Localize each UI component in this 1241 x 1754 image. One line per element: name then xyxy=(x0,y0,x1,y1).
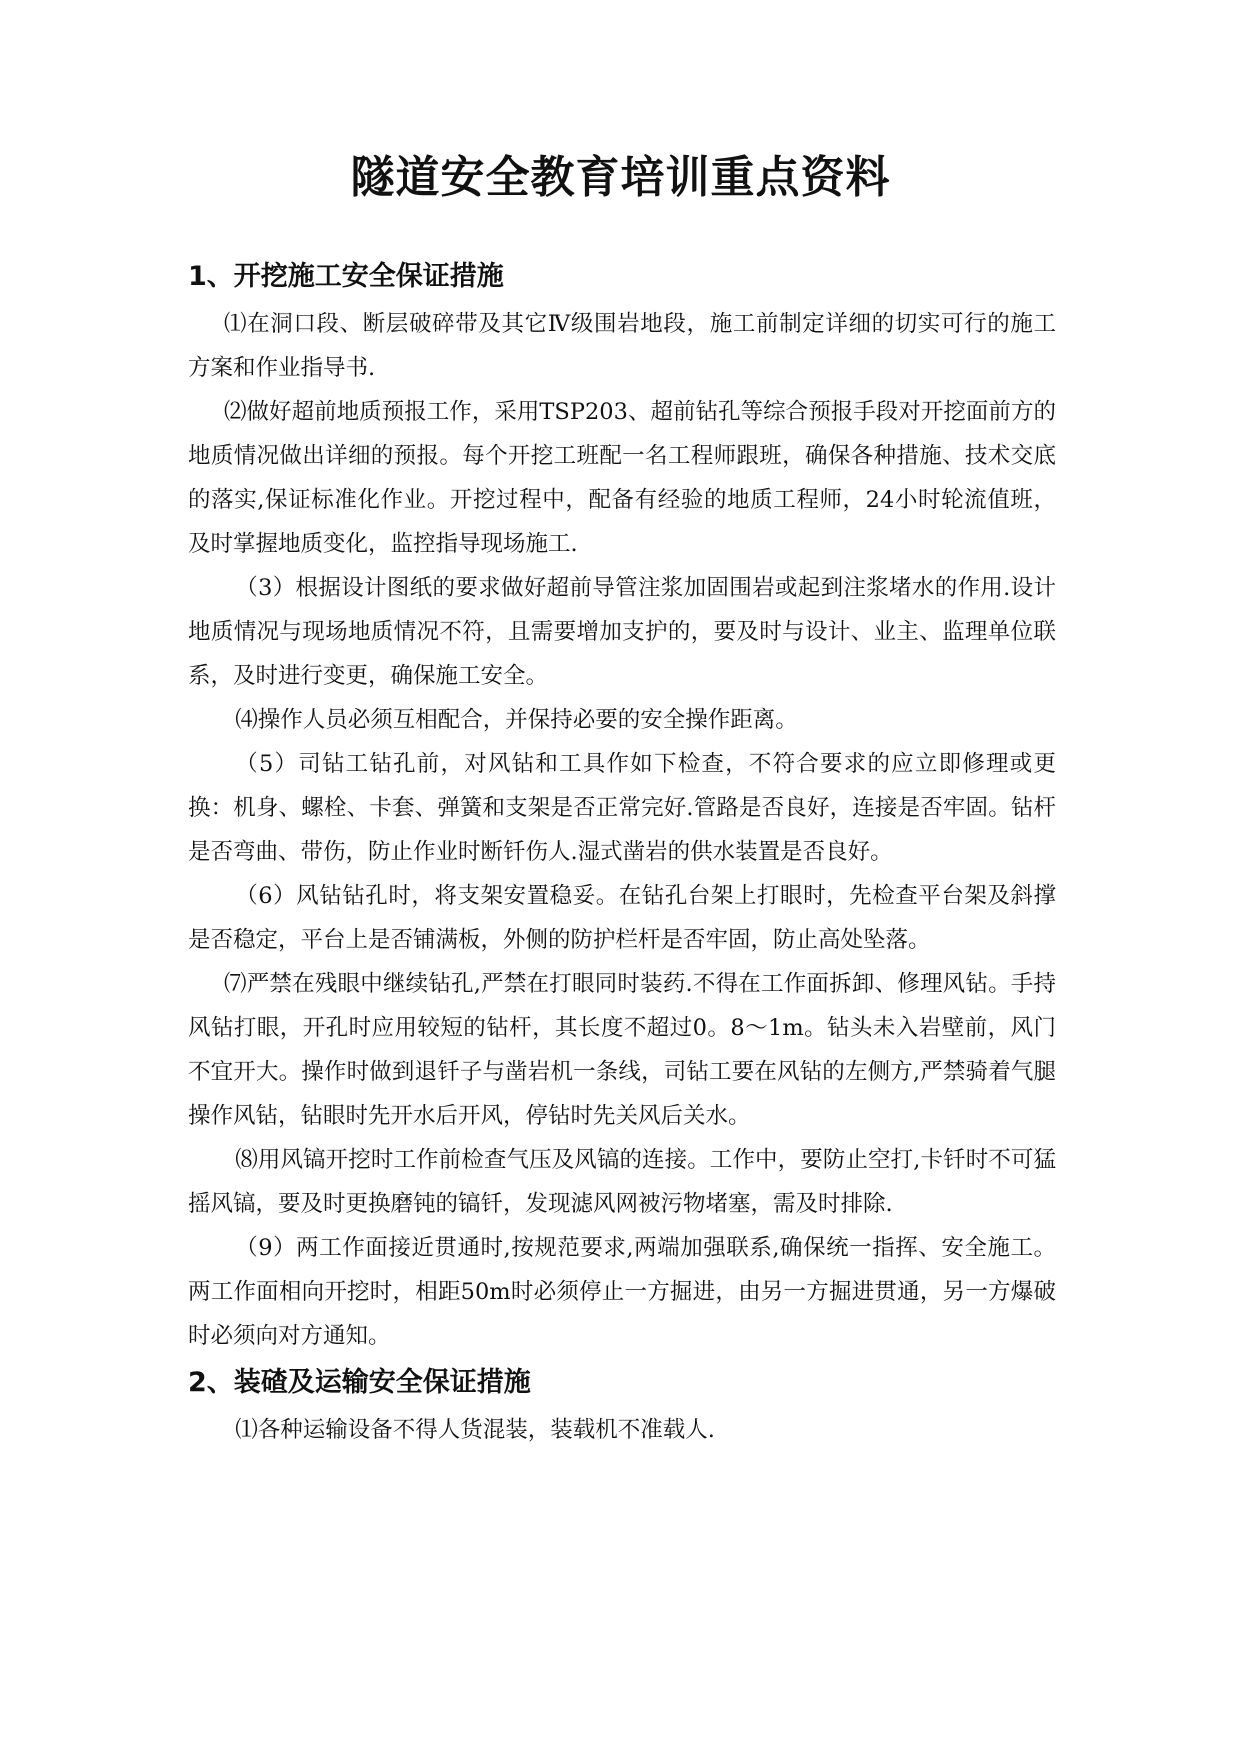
paragraph: ⑺严禁在残眼中继续钻孔,严禁在打眼同时装药.不得在工作面拆卸、修理风钻。手持风钻打眼，开孔时应用较短的钻杆，其长度不超过0。8～1m。钻头未入岩壁前，风门不宜开大。操作时做到退钎子与凿岩机一条线，司钻工要在风钻的左侧方,严禁骑着气腿操作风钻，钻眼时先开水后开风，停钻时先关风后关水。 xyxy=(188,971,1056,1129)
paragraph: ⑷操作人员必须互相配合，并保持必要的安全操作距离。 xyxy=(235,707,798,733)
paragraph: ⑴在洞口段、断层破碎带及其它Ⅳ级围岩地段，施工前制定详细的切实可行的施工方案和作业指导书. xyxy=(188,311,1056,381)
paragraph: （9）两工作面接近贯通时,按规范要求,两端加强联系,确保统一指挥、安全施工。两工作面相向开挖时，相距50m时必须停止一方掘进，由另一方掘进贯通，另一方爆破时必须向对方通知。 xyxy=(188,1235,1056,1349)
paragraph: （3）根据设计图纸的要求做好超前导管注浆加固围岩或起到注浆堵水的作用.设计地质情况与现场地质情况不符，且需要增加支护的，要及时与设计、业主、监理单位联系，及时进行变更，确保施工安全。 xyxy=(188,575,1056,689)
section-loading-transport-safety xyxy=(188,1360,1056,1452)
document-body xyxy=(188,254,1056,1452)
section-heading: 1、开挖施工安全保证措施 xyxy=(188,261,504,292)
paragraph: ⑴各种运输设备不得人货混装，装载机不准载人. xyxy=(235,1417,715,1443)
document-title: 隧道安全教育培训重点资料 xyxy=(350,152,891,203)
section-excavation-safety xyxy=(188,254,1056,1358)
section-heading: 2、装碴及运输安全保证措施 xyxy=(188,1367,531,1398)
paragraph: ⑻用风镐开挖时工作前检查气压及风镐的连接。工作中，要防止空打,卡钎时不可猛摇风镐，要及时更换磨钝的镐钎，发现滤风网被污物堵塞，需及时排除. xyxy=(188,1147,1056,1217)
paragraph: ⑵做好超前地质预报工作，采用TSP203、超前钻孔等综合预报手段对开挖面前方的地质情况做出详细的预报。每个开挖工班配一名工程师跟班，确保各种措施、技术交底的落实,保证标准化作业。开挖过程中，配备有经验的地质工程师，24小时轮流值班，及时掌握地质变化，监控指导现场施工. xyxy=(188,399,1056,557)
paragraph: （5）司钻工钻孔前，对风钻和工具作如下检查，不符合要求的应立即修理或更换：机身、螺栓、卡套、弹簧和支架是否正常完好.管路是否良好，连接是否牢固。钻杆是否弯曲、带伤，防止作业时断钎伤人.湿式凿岩的供水装置是否良好。 xyxy=(188,751,1056,865)
paragraph: （6）风钻钻孔时，将支架安置稳妥。在钻孔台架上打眼时，先检查平台架及斜撑是否稳定，平台上是否铺满板，外侧的防护栏杆是否牢固，防止高处坠落。 xyxy=(188,883,1056,953)
